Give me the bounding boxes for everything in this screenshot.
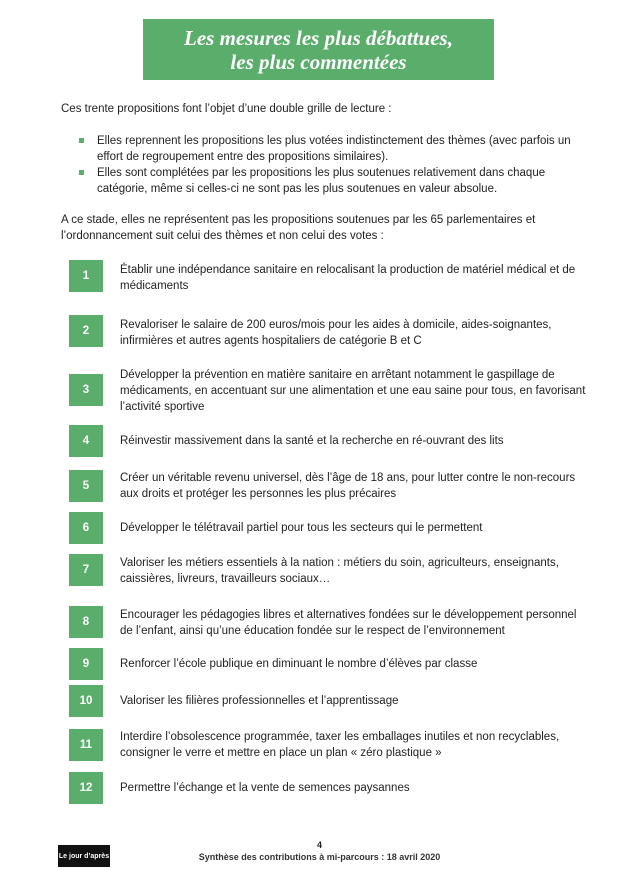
stage-text: A ce stade, elles ne représentent pas les propositions soutenues par les 65 parlementaires et l’ordonnancement suit celui des thèmes et non celui des votes : <box>61 214 536 242</box>
bullet-list <box>77 133 597 197</box>
proposal-text: Revaloriser le salaire de 200 euros/mois pour les aides à domicile, aides-soignantes, infirmières et autres agents hospitaliers de catégorie B et C <box>120 319 552 347</box>
proposal-number: 3 <box>69 374 103 406</box>
proposal-text: Encourager les pédagogies libres et alternatives fondées sur le développement personnel de l’enfant, ainsi qu’une éducation fondée sur le respect de l’environnement <box>120 609 577 637</box>
footer-text: Synthèse des contributions à mi-parcours : 18 avril 2020 <box>198 852 441 862</box>
proposal-number: 5 <box>69 470 103 502</box>
title-line-1: Les mesures les plus débattues, <box>184 25 453 50</box>
page-number: 4 <box>316 840 322 850</box>
proposal-text: Développer la prévention en matière sanitaire en arrêtant notamment le gaspillage de médicaments, en accentuant sur une alimentation et une eau saine pour tous, en favorisant l’activité sportive <box>120 369 586 413</box>
bullet-text: Elles sont complétées par les propositions les plus soutenues relativement dans chaque catégorie, même si celles-ci ne sont pas les plus soutenues en valeur absolue. <box>97 167 546 195</box>
proposal-number: 10 <box>69 685 103 717</box>
proposal-number: 6 <box>69 512 103 544</box>
brand-logo: Le jour d’après <box>58 845 110 867</box>
proposal-text: Développer le télétravail partiel pour tous les secteurs qui le permettent <box>120 522 483 534</box>
proposal-number: 2 <box>69 315 103 347</box>
bullet-item <box>77 165 597 197</box>
proposal-text: Établir une indépendance sanitaire en relocalisant la production de matériel médical et de médicaments <box>120 264 576 292</box>
proposal-text: Créer un véritable revenu universel, dès l’âge de 18 ans, pour lutter contre le non-recours aux droits et protéger les personnes les plus précaires <box>120 472 576 500</box>
proposal-text: Valoriser les métiers essentiels à la nation : métiers du soin, agriculteurs, enseignants, caissières, livreurs, travailleurs sociaux… <box>120 557 559 585</box>
proposal-text: Permettre l’échange et la vente de semences paysannes <box>120 782 410 794</box>
proposal-text: Valoriser les filières professionnelles et l’apprentissage <box>120 695 399 707</box>
square-bullet-icon <box>79 138 84 143</box>
proposal-text: Renforcer l’école publique en diminuant le nombre d’élèves par classe <box>120 658 478 670</box>
proposal-number: 12 <box>69 772 103 804</box>
bullet-item <box>77 133 597 165</box>
proposal-number: 8 <box>69 606 103 638</box>
proposal-number: 4 <box>69 425 103 457</box>
square-bullet-icon <box>79 170 84 175</box>
proposal-number: 7 <box>69 554 103 586</box>
proposal-number: 9 <box>69 648 103 680</box>
proposal-number: 11 <box>69 729 103 761</box>
title-line-2: les plus commentées <box>230 49 407 74</box>
intro-text: Ces trente propositions font l’objet d’une double grille de lecture : <box>61 103 392 115</box>
page-title <box>143 19 494 80</box>
proposal-text: Réinvestir massivement dans la santé et la recherche en ré-ouvrant des lits <box>120 435 504 447</box>
bullet-text: Elles reprennent les propositions les plus votées indistinctement des thèmes (avec parfois un effort de regroupement entre des propositions similaires). <box>97 135 571 163</box>
proposal-text: Interdire l’obsolescence programmée, taxer les emballages inutiles et non recyclables, consigner le verre et mettre en place un plan « zéro plastique » <box>120 731 560 759</box>
proposal-number: 1 <box>69 260 103 292</box>
